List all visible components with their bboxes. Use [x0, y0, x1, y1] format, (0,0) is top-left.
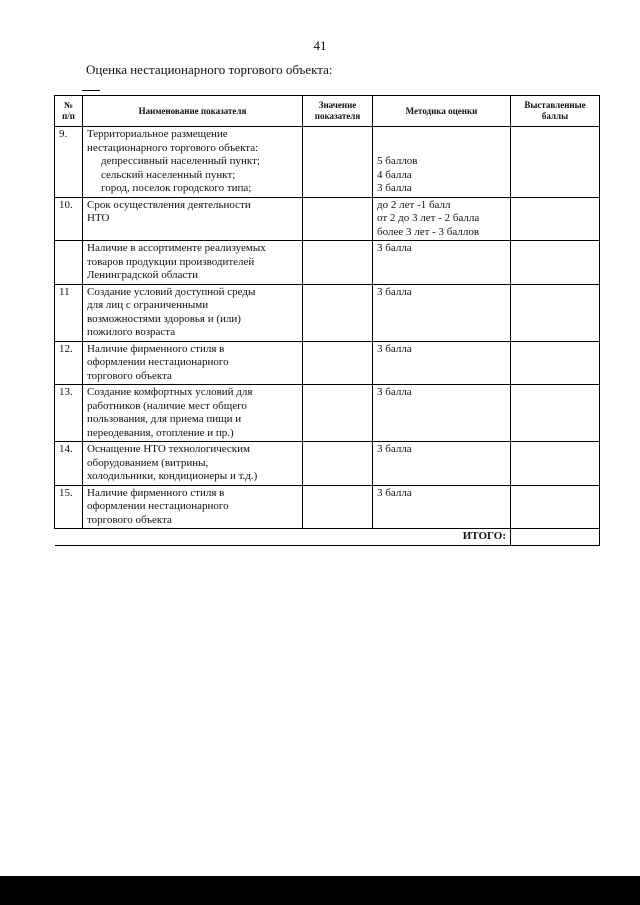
scan-bottom-border: [0, 876, 640, 905]
row-number: 14.: [55, 442, 83, 486]
evaluation-method-line: 5 баллов: [377, 155, 418, 167]
indicator-name-line: оборудованием (витрины,: [87, 456, 209, 469]
evaluation-method-line: 3 балла: [377, 386, 412, 398]
row-number: 13.: [55, 385, 83, 442]
indicator-name-line: возможностями здоровья и (или): [87, 312, 241, 325]
indicator-subitem: сельский населенный пункт;: [101, 168, 236, 181]
table-row: [55, 341, 600, 385]
evaluation-method: [373, 241, 511, 285]
table-row: [55, 385, 600, 442]
table-row: [55, 284, 600, 341]
table-body: [55, 127, 600, 529]
indicator-name: [83, 241, 303, 285]
indicator-name-line: Территориальное размещение: [87, 128, 228, 140]
evaluation-method-line: 3 балла: [377, 342, 412, 355]
assigned-score-cell: [511, 442, 600, 486]
row-number: 15.: [55, 485, 83, 529]
evaluation-method-line: 3 балла: [377, 242, 412, 254]
assigned-score-cell: [511, 341, 600, 385]
assigned-score-cell: [511, 284, 600, 341]
indicator-name-line: холодильники, кондиционеры и т.д.): [87, 470, 258, 482]
indicator-value-cell: [303, 442, 373, 486]
table-row: [55, 127, 600, 198]
indicator-name-line: для лиц с ограниченными: [87, 299, 209, 311]
evaluation-method: [373, 385, 511, 442]
assigned-score-cell: [511, 485, 600, 529]
indicator-name-line: оформлении нестационарного: [87, 356, 229, 368]
indicator-name-line: работников (наличие мест общего: [87, 399, 247, 412]
indicator-value-cell: [303, 341, 373, 385]
header-score: Выставленные баллы: [511, 96, 600, 127]
assigned-score-cell: [511, 241, 600, 285]
evaluation-method-line: более 3 лет - 3 баллов: [377, 225, 480, 238]
indicator-name-line: Наличие в ассортименте реализуемых: [87, 242, 266, 254]
evaluation-method: [373, 442, 511, 486]
heading-rule: [82, 90, 100, 91]
indicator-name-line: Создание комфортных условий для: [87, 386, 253, 398]
indicator-value-cell: [303, 385, 373, 442]
indicator-subitem: город, поселок городского типа;: [101, 182, 252, 194]
evaluation-method: [373, 127, 511, 198]
evaluation-method-line: 3 балла: [377, 486, 412, 499]
indicator-name-line: торгового объекта: [87, 369, 172, 382]
evaluation-method: [373, 485, 511, 529]
indicator-name: [83, 127, 303, 198]
indicator-name: [83, 341, 303, 385]
indicator-name-line: переодевания, отопление и пр.): [87, 426, 234, 439]
indicator-name-line: нестационарного торгового объекта:: [87, 141, 259, 154]
evaluation-method-line: 3 балла: [377, 443, 412, 455]
indicator-name: [83, 284, 303, 341]
assigned-score-cell: [511, 385, 600, 442]
evaluation-method: [373, 284, 511, 341]
evaluation-method-line: 3 балла: [377, 182, 412, 194]
header-name: Наименование показателя: [83, 96, 303, 127]
total-score-cell: [511, 529, 600, 546]
row-number: 9.: [55, 127, 83, 198]
table-row: [55, 442, 600, 486]
evaluation-method: [373, 197, 511, 241]
indicator-name: [83, 385, 303, 442]
page-heading: Оценка нестационарного торгового объекта:: [86, 62, 333, 77]
indicator-value-cell: [303, 485, 373, 529]
row-number: 11: [55, 284, 83, 341]
indicator-name: [83, 197, 303, 241]
indicator-name-line: оформлении нестационарного: [87, 500, 229, 512]
indicator-value-cell: [303, 127, 373, 198]
row-number: 10.: [55, 197, 83, 241]
indicator-name-line: Срок осуществления деятельности: [87, 198, 251, 211]
indicator-name-line: пожилого возраста: [87, 326, 176, 338]
header-method: Методика оценки: [373, 96, 511, 127]
indicator-name-line: торгового объекта: [87, 513, 172, 526]
total-label: ИТОГО:: [55, 529, 511, 546]
evaluation-method-line: 4 балла: [377, 168, 412, 181]
indicator-name-line: Создание условий доступной среды: [87, 285, 256, 298]
indicator-name-line: пользования, для приема пищи и: [87, 413, 242, 425]
indicator-name-line: Наличие фирменного стиля в: [87, 486, 225, 499]
indicator-name: [83, 442, 303, 486]
indicator-value-cell: [303, 284, 373, 341]
evaluation-table: [54, 95, 600, 546]
evaluation-method-line: от 2 до 3 лет - 2 балла: [377, 212, 480, 224]
table-row: [55, 241, 600, 285]
indicator-name-line: товаров продукции производителей: [87, 255, 255, 268]
header-value: Значение показателя: [303, 96, 373, 127]
row-number: [55, 241, 83, 285]
indicator-name-line: НТО: [87, 212, 110, 224]
indicator-subitem: депрессивный населенный пункт;: [101, 155, 260, 167]
row-number: 12.: [55, 341, 83, 385]
indicator-name-line: Наличие фирменного стиля в: [87, 342, 225, 355]
indicator-value-cell: [303, 197, 373, 241]
page-number: 41: [313, 38, 327, 53]
assigned-score-cell: [511, 197, 600, 241]
table-row: [55, 485, 600, 529]
indicator-value-cell: [303, 241, 373, 285]
indicator-name-line: Ленинградской области: [87, 269, 198, 281]
header-num: № п/п: [55, 96, 83, 127]
indicator-name-line: Оснащение НТО технологическим: [87, 443, 251, 455]
assigned-score-cell: [511, 127, 600, 198]
table-row: [55, 197, 600, 241]
table-header-row: [55, 96, 600, 127]
evaluation-method: [373, 341, 511, 385]
evaluation-method-line: до 2 лет -1 балл: [377, 198, 451, 211]
total-row: [55, 529, 600, 546]
evaluation-method-line: 3 балла: [377, 285, 412, 298]
indicator-name: [83, 485, 303, 529]
